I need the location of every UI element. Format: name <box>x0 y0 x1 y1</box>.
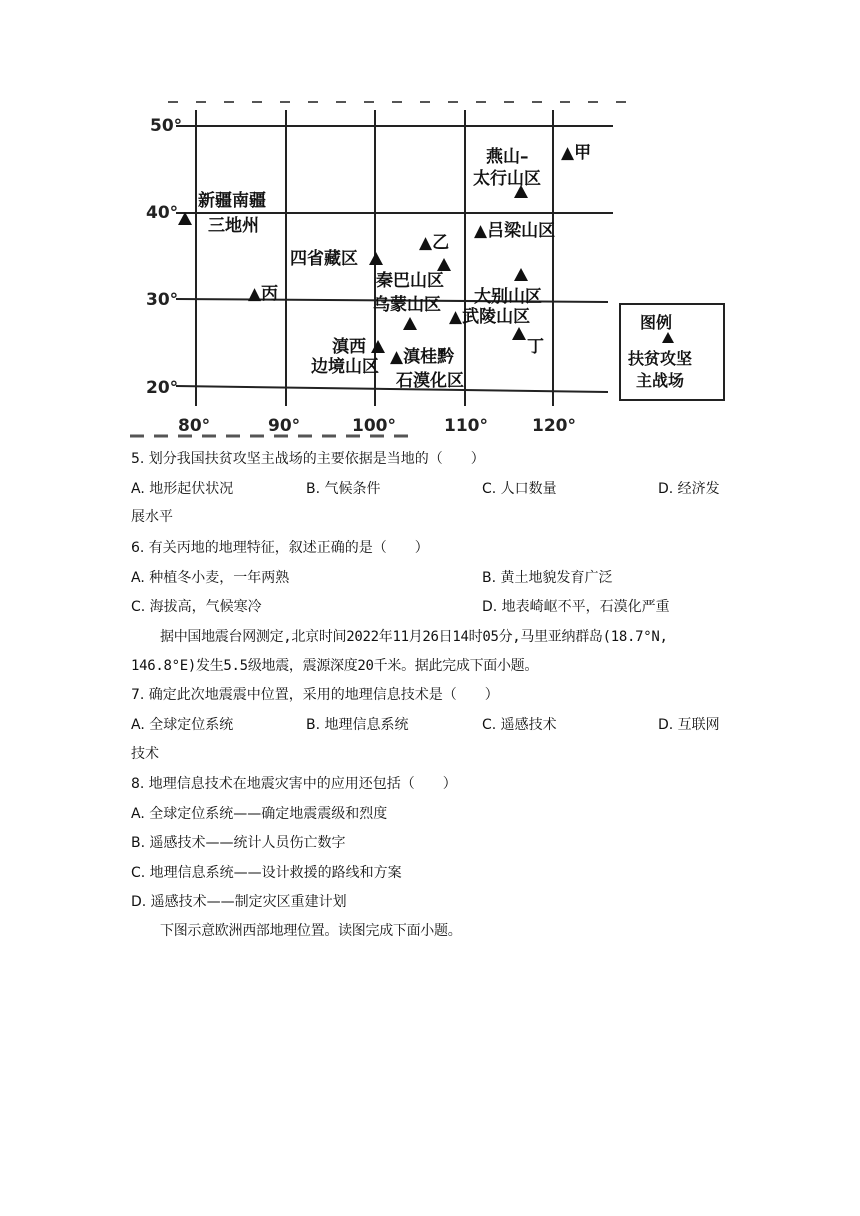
label-ding: 丁 <box>527 337 544 357</box>
lon-label-80: 80° <box>178 416 211 436</box>
question-7-option-d: D. 互联网 <box>658 717 720 733</box>
lon-label-100: 100° <box>352 416 396 436</box>
question-5-stem: 5. 划分我国扶贫攻坚主战场的主要依据是当地的（ ） <box>131 451 485 467</box>
lat-line-20 <box>176 386 608 392</box>
question-7-option-b: B. 地理信息系统 <box>306 717 409 733</box>
legend-line2: 主战场 <box>636 371 685 390</box>
label-sisheng: 四省藏区 <box>290 249 358 269</box>
lon-label-120: 120° <box>532 416 576 436</box>
label-dianxi-2: 边境山区 <box>311 357 379 377</box>
label-qinba: 秦巴山区 <box>376 271 444 291</box>
question-8-option-d: D. 遥感技术——制定灾区重建计划 <box>131 894 347 910</box>
legend-title: 图例 <box>640 313 673 332</box>
marker-qinba <box>437 258 451 271</box>
label-yanshan-2: 太行山区 <box>473 169 541 189</box>
lon-label-110: 110° <box>444 416 488 436</box>
label-yanshan-1: 燕山– <box>486 147 529 167</box>
label-wumeng: 乌蒙山区 <box>373 295 441 315</box>
label-dianguiqian-2: 石漠化区 <box>396 371 464 391</box>
lat-label-20: 20° <box>146 378 179 398</box>
question-5-option-a: A. 地形起伏状况 <box>131 481 234 497</box>
label-jia: ▲甲 <box>561 143 592 163</box>
marker-ding <box>512 327 526 340</box>
question-6-option-b: B. 黄土地貌发育广泛 <box>482 570 613 586</box>
question-8-option-b: B. 遥感技术——统计人员伤亡数字 <box>131 835 346 851</box>
label-dianxi-1: 滇西 <box>332 337 366 357</box>
marker-dianxi <box>371 340 385 353</box>
question-7-stem: 7. 确定此次地震震中位置，采用的地理信息技术是（ ） <box>131 687 499 703</box>
map-svg <box>128 88 748 438</box>
lat-label-30: 30° <box>146 290 179 310</box>
question-6-option-d: D. 地表崎岖不平，石漠化严重 <box>482 599 670 615</box>
question-8-stem: 8. 地理信息技术在地震灾害中的应用还包括（ ） <box>131 776 457 792</box>
passage-1-line-1: 据中国地震台网测定,北京时间2022年11月26日14时05分,马里亚纳群岛(18.7°N, <box>160 629 668 645</box>
poverty-area-map <box>128 88 748 438</box>
marker-sisheng <box>369 252 383 265</box>
question-5-option-b: B. 气候条件 <box>306 481 381 497</box>
question-6-option-c: C. 海拔高，气候寒冷 <box>131 599 262 615</box>
question-5-option-d: D. 经济发 <box>658 481 720 497</box>
question-7-option-d-cont: 技术 <box>131 746 159 762</box>
question-6-option-a: A. 种植冬小麦，一年两熟 <box>131 570 290 586</box>
passage-1-line-2: 146.8°E)发生5.5级地震，震源深度20千米。据此完成下面小题。 <box>131 658 539 674</box>
question-8-option-a: A. 全球定位系统——确定地震震级和烈度 <box>131 806 388 822</box>
label-dabie: 大别山区 <box>474 287 542 307</box>
label-yi: ▲乙 <box>419 233 450 253</box>
question-7-option-c: C. 遥感技术 <box>482 717 557 733</box>
label-dianguiqian-1: ▲滇桂黔 <box>390 347 455 367</box>
question-7-option-a: A. 全球定位系统 <box>131 717 234 733</box>
question-6-stem: 6. 有关丙地的地理特征，叙述正确的是（ ） <box>131 540 429 556</box>
label-xinjiang-1: 新疆南疆 <box>198 191 266 211</box>
question-8-option-c: C. 地理信息系统——设计救援的路线和方案 <box>131 865 402 881</box>
marker-dabie <box>514 268 528 281</box>
label-lvliang: ▲吕梁山区 <box>474 221 556 241</box>
legend-line1: 扶贫攻坚 <box>628 349 693 368</box>
question-5-option-c: C. 人口数量 <box>482 481 557 497</box>
lat-label-50: 50° <box>150 116 183 136</box>
label-bing: ▲丙 <box>248 284 279 304</box>
passage-2: 下图示意欧洲西部地理位置。读图完成下面小题。 <box>160 923 462 939</box>
marker-wumeng <box>403 317 417 330</box>
label-wuling: ▲武陵山区 <box>449 307 531 327</box>
label-xinjiang-2: 三地州 <box>208 216 259 236</box>
lat-label-40: 40° <box>146 203 179 223</box>
lon-label-90: 90° <box>268 416 301 436</box>
question-5-option-d-cont: 展水平 <box>131 509 173 525</box>
